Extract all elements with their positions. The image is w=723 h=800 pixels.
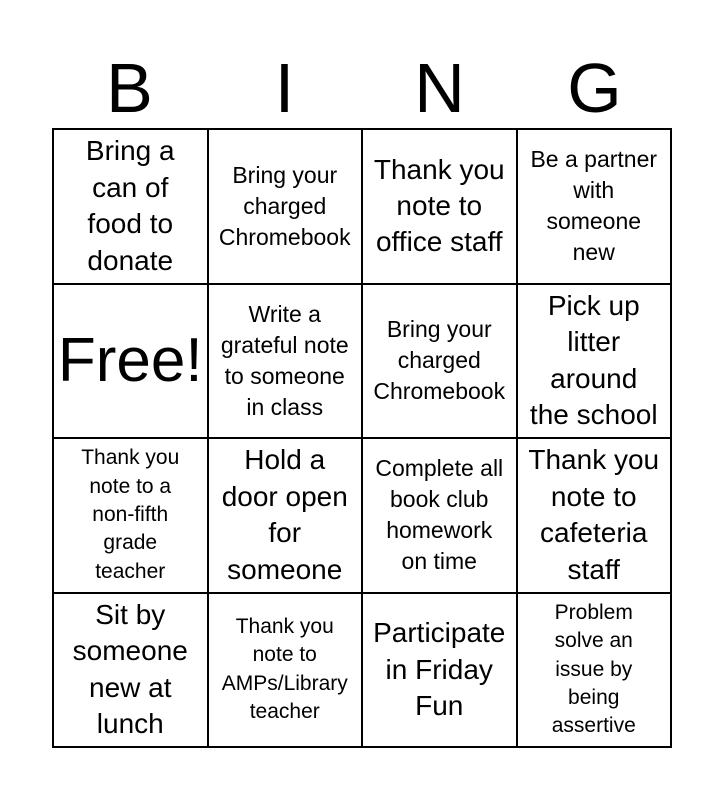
bingo-cell-free[interactable] <box>54 285 209 440</box>
bingo-header <box>52 48 672 128</box>
bingo-cell-r1-c1[interactable] <box>54 130 209 285</box>
header-letter-b: B <box>106 49 153 127</box>
cell-label: Participate in Friday Fun <box>373 617 506 721</box>
bingo-cell-r2-c4[interactable] <box>518 285 673 440</box>
header-letter-g: G <box>567 49 622 127</box>
bingo-board <box>52 128 672 748</box>
bingo-cell-r4-c3[interactable] <box>363 594 518 749</box>
bingo-cell-r1-c4[interactable] <box>518 130 673 285</box>
bingo-cell-r3-c1[interactable] <box>54 439 209 594</box>
cell-label: Thank you note to cafeteria staff <box>528 444 660 585</box>
cell-label: Hold a door open for someone <box>221 444 348 585</box>
cell-label: Pick up litter around the school <box>529 289 658 431</box>
cell-label: Bring your charged Chromebook <box>218 161 351 250</box>
cell-label: Bring a can of food to donate <box>85 135 175 276</box>
cell-label: Thank you note to a non-fifth grade teacher <box>81 446 180 583</box>
cell-label: Complete all book club homework on time <box>375 455 504 575</box>
cell-label: Thank you note to office staff <box>373 153 505 258</box>
bingo-cell-r4-c2[interactable] <box>209 594 364 749</box>
cell-label: Sit by someone new at lunch <box>72 598 188 740</box>
bingo-cell-r3-c3[interactable] <box>363 439 518 594</box>
bingo-cell-r3-c4[interactable] <box>518 439 673 594</box>
cell-label: Bring your charged Chromebook <box>373 316 506 405</box>
cell-label: Problem solve an issue by being assertive <box>551 600 636 738</box>
free-space-label: Free! <box>57 325 203 395</box>
header-letter-n: N <box>414 49 465 127</box>
bingo-cell-r2-c3[interactable] <box>363 285 518 440</box>
bingo-cell-r2-c2[interactable] <box>209 285 364 440</box>
cell-label: Write a grateful note to someone in class <box>220 300 349 420</box>
header-letter-i: I <box>274 49 295 127</box>
bingo-cell-r4-c4[interactable] <box>518 594 673 749</box>
bingo-cell-r1-c2[interactable] <box>209 130 364 285</box>
bingo-cell-r4-c1[interactable] <box>54 594 209 749</box>
bingo-cell-r1-c3[interactable] <box>363 130 518 285</box>
cell-label: Thank you note to AMPs/Library teacher <box>221 615 348 724</box>
cell-label: Be a partner with someone new <box>530 146 658 266</box>
bingo-cell-r3-c2[interactable] <box>209 439 364 594</box>
